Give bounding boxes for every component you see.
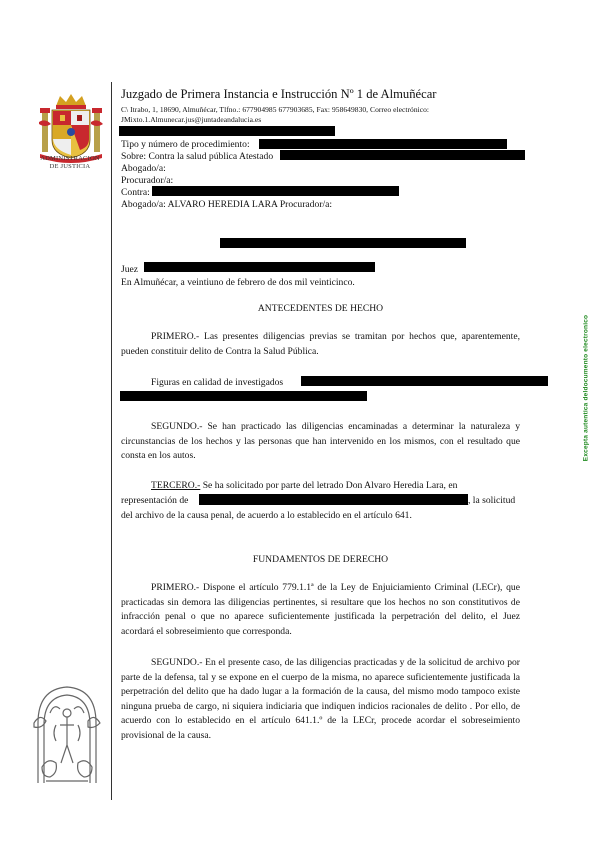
redaction-bar: [152, 186, 399, 196]
redaction-bar: [119, 126, 335, 136]
redaction-bar: [120, 391, 367, 401]
antecedentes-tercero-line1: TERCERO.- Se ha solicitado por parte del letrado Don Alvaro Heredia Lara, en: [151, 480, 458, 491]
antecedentes-heading: ANTECEDENTES DE HECHO: [257, 303, 384, 314]
redaction-bar: [301, 376, 548, 386]
redaction-bar: [144, 262, 375, 272]
figuran-label: Figuras en calidad de investigados: [151, 377, 284, 388]
junta-andalucia-logo-icon: [30, 683, 104, 791]
court-email: JMixto.1.Almunecar.jus@juntadeandalucia.es: [121, 115, 262, 124]
antecedentes-segundo: SEGUNDO.- Se han practicado las diligencias encaminadas a determinar la naturaleza y circunstancias de los hechos y las personas que han intervenido en los mismos, con el resultado que consta en los autos.: [121, 421, 520, 461]
redaction-bar: [259, 139, 507, 149]
subject-label: Sobre: Contra la salud pública Atestado: [121, 151, 274, 162]
antecedentes-tercero-line3: del archivo de la causa penal, de acuerdo a lo establecido en el artículo 641.: [121, 510, 412, 521]
verification-side-text: Excepta autentica deldocumento electronico: [582, 314, 590, 462]
administration-label: ADMINISTRACION DE JUSTICIA: [40, 155, 100, 170]
antecedentes-primero: PRIMERO.- Las presentes diligencias previas se tramitan por hechos que, aparentemente, pueden constituir delito de Contra la Salud Pública.: [121, 331, 520, 357]
redaction-bar: [199, 494, 468, 505]
lawyer2-label: Abogado/a: ALVARO HEREDIA LARA Procurador/a:: [121, 199, 333, 210]
against-label: Contra:: [121, 187, 150, 198]
lawyer-label: Abogado/a:: [121, 163, 166, 174]
court-address: C\ Itrabo, 1, 18690, Almuñécar, Tlfno.: 677904985 677903685, Fax: 958649830, Correo electrónico:: [121, 105, 430, 114]
antecedentes-tercero-line2-end: , la solicitud: [468, 495, 516, 506]
margin-divider: [111, 82, 112, 800]
procedure-label: Tipo y número de procedimiento:: [121, 139, 250, 150]
date-line: En Almuñécar, a veintiuno de febrero de dos mil veinticinco.: [121, 277, 355, 288]
procurator-label: Procurador/a:: [121, 175, 174, 186]
fundamentos-heading: FUNDAMENTOS DE DERECHO: [252, 554, 389, 565]
antecedentes-tercero-line2: representación de: [121, 495, 189, 506]
fundamentos-segundo: SEGUNDO.- En el presente caso, de las diligencias practicadas y de la solicitud de archivo por parte de la defensa, tal y se expone en el cuerpo de la misma, no aparece suficientemente justificada la perpetración del delito que ha dado lugar a la formación de la causa, del mismo modo tampoco existe ninguna prueba de cargo, ni siquiera indiciaria que indiquen indicios racionales de delito . Por ello, de acuerdo con lo establecido en el artículo 641.1.º de la LECr, procede acordar el sobreseimiento provisional de la causa.: [121, 657, 520, 741]
fundamentos-primero: PRIMERO.- Dispone el artículo 779.1.1ª de la Ley de Enjuiciamiento Criminal (LECr), que practicadas sin demora las diligencias pertinentes, si resultare que los hechos no son constitutivos de infracción penal o que no aparece suficientemente justificada la perpetración del delito, el Juez acordará el sobreseimiento que corresponda.: [121, 582, 520, 637]
redaction-bar: [280, 150, 525, 160]
court-title: Juzgado de Primera Instancia e Instrucción Nº 1 de Almuñécar: [121, 87, 437, 101]
judge-label: Juez: [121, 264, 139, 275]
redaction-bar: [220, 238, 466, 248]
